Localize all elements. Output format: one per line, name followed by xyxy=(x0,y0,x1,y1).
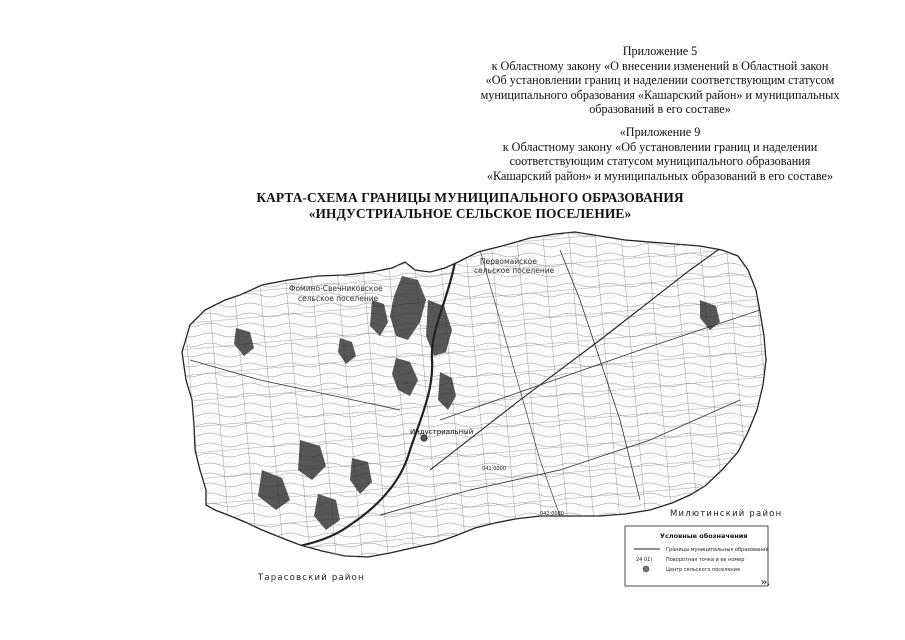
legend-item-center: Центр сельского поселения xyxy=(666,567,740,573)
legend-item-boundary: Границы муниципальных образований xyxy=(666,547,769,553)
map-title-line-2: «ИНДУСТРИАЛЬНОЕ СЕЛЬСКОЕ ПОСЕЛЕНИЕ» xyxy=(308,205,632,221)
appendix-9-line: «Кашарский район» и муниципальных образований в его составе» xyxy=(486,168,834,183)
legend-item-turning-point: Поворотная точка и ее номер xyxy=(666,557,745,563)
appendix-5-line: образований в его составе» xyxy=(589,102,731,117)
neighbor-label-fomino-2: сельское поселение xyxy=(298,294,379,303)
neighbor-label-pervomayskoe-2: сельское поселение xyxy=(474,266,555,275)
legend-center-symbol xyxy=(643,566,649,572)
district-label-tarasovsky: Тарасовский район xyxy=(258,573,365,583)
neighbor-label-pervomayskoe: Первомайское xyxy=(480,257,538,266)
appendix-9-line: соответствующим статусом муниципального образования xyxy=(509,154,811,169)
appendix-9-line: к Областному закону «Об установлении границ и наделении xyxy=(502,139,818,154)
appendix-9-heading: «Приложение 9 xyxy=(619,125,701,139)
legend-title: Условные обозначения xyxy=(660,532,748,540)
map-title-line-1: КАРТА-СХЕМА ГРАНИЦЫ МУНИЦИПАЛЬНОГО ОБРАЗОВАНИЯ xyxy=(256,190,684,205)
village-center-label: Индустриальный xyxy=(410,428,474,436)
appendix-5-line: «Об установлении границ и наделении соответствующим статусом xyxy=(485,73,835,88)
parcel-code: 042:0080 xyxy=(540,511,564,517)
legend-turning-point-sample: 24 01) xyxy=(636,557,653,563)
district-label-milyutinsky: Милютинский район xyxy=(670,509,783,519)
map-legend xyxy=(625,526,769,586)
closing-mark: ». xyxy=(761,574,770,588)
appendix-5-line: к Областному закону «О внесении изменений в Областной закон xyxy=(491,58,829,73)
appendix-5-heading: Приложение 5 xyxy=(622,44,698,58)
neighbor-label-fomino: Фомино-Свечниковское xyxy=(289,284,383,293)
parcel-code: 042:0000 xyxy=(482,466,506,472)
appendix-5-line: муниципального образования «Кашарский район» и муниципальных xyxy=(480,87,840,102)
